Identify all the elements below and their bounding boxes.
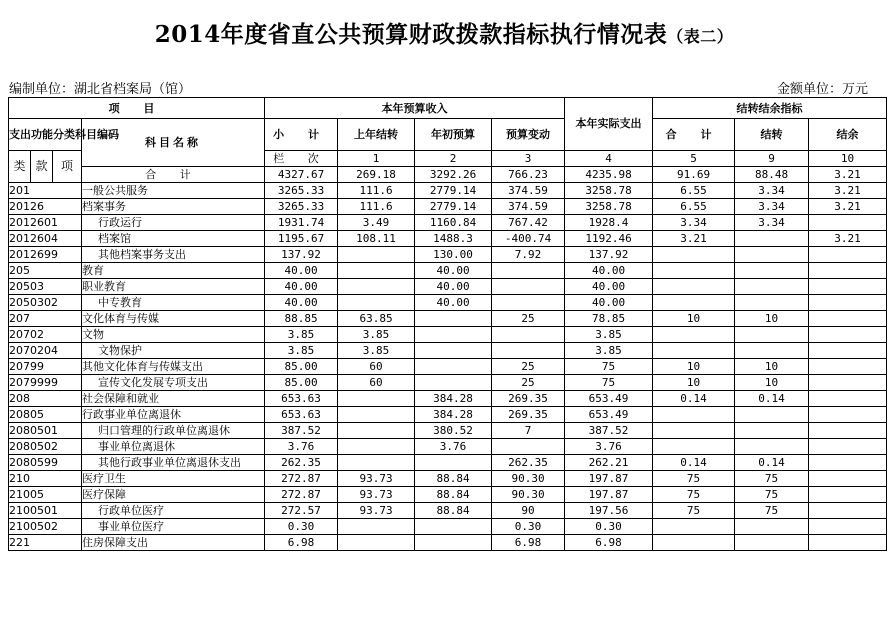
- row-value: 384.28: [415, 407, 492, 423]
- row-code: 208: [9, 391, 82, 407]
- row-value: 40.00: [265, 279, 338, 295]
- row-value: 7.92: [492, 247, 565, 263]
- row-value: 7: [492, 423, 565, 439]
- row-value: 3.49: [338, 215, 415, 231]
- row-value: 3.76: [565, 439, 653, 455]
- row-value: 653.63: [265, 391, 338, 407]
- total-value: 3.21: [809, 167, 887, 183]
- row-subject-name: 文化体育与传媒: [82, 311, 265, 327]
- row-value: [809, 519, 887, 535]
- row-value: 3.85: [265, 327, 338, 343]
- row-value: 6.55: [653, 183, 735, 199]
- row-value: 93.73: [338, 487, 415, 503]
- row-value: [415, 343, 492, 359]
- row-value: 40.00: [565, 295, 653, 311]
- row-value: 380.52: [415, 423, 492, 439]
- row-value: 0.14: [653, 391, 735, 407]
- row-value: 111.6: [338, 183, 415, 199]
- row-subject-name: 中专教育: [82, 295, 265, 311]
- row-code: 20503: [9, 279, 82, 295]
- row-subject-name: 医疗卫生: [82, 471, 265, 487]
- row-value: 3.85: [565, 327, 653, 343]
- row-value: [415, 327, 492, 343]
- row-value: [735, 327, 809, 343]
- header-actual-expenditure: 本年实际支出: [565, 98, 653, 151]
- row-value: 75: [653, 471, 735, 487]
- row-subject-name: 医疗保障: [82, 487, 265, 503]
- total-value: 766.23: [492, 167, 565, 183]
- row-value: [653, 519, 735, 535]
- row-value: [735, 535, 809, 551]
- row-value: [653, 423, 735, 439]
- row-value: 40.00: [265, 263, 338, 279]
- row-value: 6.98: [265, 535, 338, 551]
- row-value: 25: [492, 359, 565, 375]
- col-num: 5: [653, 151, 735, 167]
- row-value: [653, 279, 735, 295]
- table-row: [9, 295, 887, 311]
- col-num: 3: [492, 151, 565, 167]
- row-value: 108.11: [338, 231, 415, 247]
- table-row: [9, 439, 887, 455]
- row-value: 3.85: [338, 327, 415, 343]
- row-value: 197.87: [565, 487, 653, 503]
- row-value: 6.55: [653, 199, 735, 215]
- row-value: 3265.33: [265, 199, 338, 215]
- row-subject-name: 文物: [82, 327, 265, 343]
- col-num: 9: [735, 151, 809, 167]
- row-value: 384.28: [415, 391, 492, 407]
- row-value: 75: [735, 487, 809, 503]
- row-value: [735, 263, 809, 279]
- row-value: [338, 455, 415, 471]
- row-value: 272.87: [265, 471, 338, 487]
- total-value: 91.69: [653, 167, 735, 183]
- row-value: 374.59: [492, 183, 565, 199]
- row-code: 2050302: [9, 295, 82, 311]
- row-value: 75: [735, 503, 809, 519]
- row-code: 2100501: [9, 503, 82, 519]
- row-value: 3.21: [809, 183, 887, 199]
- header-total: 合 计: [653, 119, 735, 151]
- row-value: [492, 295, 565, 311]
- row-value: [415, 359, 492, 375]
- row-value: [809, 311, 887, 327]
- row-subject-name: 事业单位医疗: [82, 519, 265, 535]
- row-code: 2070204: [9, 343, 82, 359]
- row-value: 1192.46: [565, 231, 653, 247]
- row-value: [809, 471, 887, 487]
- row-value: 3.34: [735, 215, 809, 231]
- row-value: 10: [653, 359, 735, 375]
- row-value: 63.85: [338, 311, 415, 327]
- header-xiang: 项: [53, 151, 82, 183]
- row-value: 0.14: [653, 455, 735, 471]
- row-subject-name: 归口管理的行政单位离退休: [82, 423, 265, 439]
- row-value: [653, 407, 735, 423]
- table-row: [9, 407, 887, 423]
- row-value: 197.87: [565, 471, 653, 487]
- table-row: [9, 343, 887, 359]
- row-value: 262.21: [565, 455, 653, 471]
- row-code: 201: [9, 183, 82, 199]
- row-value: 1488.3: [415, 231, 492, 247]
- row-code: 2100502: [9, 519, 82, 535]
- header-kuan: 款: [31, 151, 53, 183]
- row-value: [735, 247, 809, 263]
- row-value: [338, 423, 415, 439]
- row-value: 78.85: [565, 311, 653, 327]
- row-value: [338, 279, 415, 295]
- row-code: 207: [9, 311, 82, 327]
- row-value: [809, 343, 887, 359]
- row-value: 387.52: [265, 423, 338, 439]
- row-subject-name: 文物保护: [82, 343, 265, 359]
- row-value: 90: [492, 503, 565, 519]
- row-subject-name: 教育: [82, 263, 265, 279]
- table-row: [9, 391, 887, 407]
- row-value: 90.30: [492, 471, 565, 487]
- col-num: 1: [338, 151, 415, 167]
- row-value: 10: [735, 359, 809, 375]
- table-row: [9, 327, 887, 343]
- row-value: 2779.14: [415, 199, 492, 215]
- row-value: 269.35: [492, 391, 565, 407]
- row-subject-name: 档案馆: [82, 231, 265, 247]
- row-subject-name: 行政事业单位离退休: [82, 407, 265, 423]
- row-code: 2012699: [9, 247, 82, 263]
- row-value: [809, 535, 887, 551]
- row-value: 269.35: [492, 407, 565, 423]
- table-row: [9, 359, 887, 375]
- row-value: [735, 407, 809, 423]
- row-code: 20799: [9, 359, 82, 375]
- table-row: [9, 375, 887, 391]
- amount-unit: 金额单位：万元: [776, 82, 868, 97]
- row-code: 2080599: [9, 455, 82, 471]
- row-value: 653.49: [565, 391, 653, 407]
- row-value: 40.00: [415, 279, 492, 295]
- row-value: 6.98: [492, 535, 565, 551]
- row-subject-name: 住房保障支出: [82, 535, 265, 551]
- row-value: 111.6: [338, 199, 415, 215]
- row-code: 205: [9, 263, 82, 279]
- row-value: [735, 231, 809, 247]
- title-main: 2014年度省直公共预算财政拨款指标执行情况表: [154, 21, 668, 48]
- row-code: 2012601: [9, 215, 82, 231]
- table-row: [9, 519, 887, 535]
- row-value: [415, 535, 492, 551]
- row-value: 0.30: [265, 519, 338, 535]
- row-value: 1928.4: [565, 215, 653, 231]
- row-value: 272.87: [265, 487, 338, 503]
- row-value: 88.84: [415, 503, 492, 519]
- row-subject-name: 其他行政事业单位离退休支出: [82, 455, 265, 471]
- table-row: [9, 199, 887, 215]
- row-value: 93.73: [338, 471, 415, 487]
- row-value: 3.34: [653, 215, 735, 231]
- row-value: 10: [653, 375, 735, 391]
- row-value: [415, 311, 492, 327]
- row-value: 40.00: [565, 263, 653, 279]
- row-value: [492, 327, 565, 343]
- row-value: 387.52: [565, 423, 653, 439]
- table-row: [9, 183, 887, 199]
- row-value: [338, 295, 415, 311]
- table-row: [9, 279, 887, 295]
- row-subject-name: 宣传文化发展专项支出: [82, 375, 265, 391]
- total-value: 3292.26: [415, 167, 492, 183]
- row-value: 0.14: [735, 455, 809, 471]
- row-value: [809, 215, 887, 231]
- row-value: 75: [565, 375, 653, 391]
- row-value: [809, 487, 887, 503]
- row-subject-name: 其他档案事务支出: [82, 247, 265, 263]
- header-subtotal: 小 计: [265, 119, 338, 151]
- row-value: [809, 407, 887, 423]
- row-value: [492, 343, 565, 359]
- row-value: 10: [653, 311, 735, 327]
- row-value: 3.21: [809, 199, 887, 215]
- row-code: 20805: [9, 407, 82, 423]
- header-subject-name: 科目名称: [82, 119, 265, 167]
- row-value: 93.73: [338, 503, 415, 519]
- row-value: 3.21: [653, 231, 735, 247]
- total-value: 4235.98: [565, 167, 653, 183]
- row-value: 60: [338, 359, 415, 375]
- total-value: 4327.67: [265, 167, 338, 183]
- row-code: 20702: [9, 327, 82, 343]
- row-value: 88.84: [415, 487, 492, 503]
- row-code: 2080501: [9, 423, 82, 439]
- row-code: 221: [9, 535, 82, 551]
- col-num: 10: [809, 151, 887, 167]
- row-value: [492, 279, 565, 295]
- row-value: 10: [735, 311, 809, 327]
- row-value: 40.00: [415, 295, 492, 311]
- row-value: [809, 391, 887, 407]
- row-subject-name: 职业教育: [82, 279, 265, 295]
- row-value: [653, 295, 735, 311]
- row-value: 3258.78: [565, 199, 653, 215]
- row-value: 653.49: [565, 407, 653, 423]
- row-value: 88.84: [415, 471, 492, 487]
- row-value: [809, 295, 887, 311]
- row-value: 2779.14: [415, 183, 492, 199]
- row-value: 85.00: [265, 359, 338, 375]
- row-subject-name: 一般公共服务: [82, 183, 265, 199]
- row-value: [492, 439, 565, 455]
- table-row: [9, 503, 887, 519]
- row-value: [735, 423, 809, 439]
- row-value: 3.34: [735, 199, 809, 215]
- row-value: 262.35: [492, 455, 565, 471]
- row-value: 25: [492, 311, 565, 327]
- row-value: [415, 519, 492, 535]
- row-value: 262.35: [265, 455, 338, 471]
- table-row: [9, 215, 887, 231]
- header-initial-budget: 年初预算: [415, 119, 492, 151]
- row-value: 25: [492, 375, 565, 391]
- row-value: [653, 343, 735, 359]
- row-value: 3.76: [265, 439, 338, 455]
- row-value: [338, 263, 415, 279]
- row-value: 75: [653, 487, 735, 503]
- row-value: [338, 407, 415, 423]
- row-value: 0.30: [492, 519, 565, 535]
- row-value: 137.92: [265, 247, 338, 263]
- row-subject-name: 事业单位离退休: [82, 439, 265, 455]
- row-value: 1160.84: [415, 215, 492, 231]
- row-value: [809, 375, 887, 391]
- row-value: [735, 295, 809, 311]
- row-value: [809, 455, 887, 471]
- row-value: [338, 391, 415, 407]
- row-value: [653, 535, 735, 551]
- row-value: 197.56: [565, 503, 653, 519]
- row-value: 3.85: [565, 343, 653, 359]
- total-value: 269.18: [338, 167, 415, 183]
- row-subject-name: 其他文化体育与传媒支出: [82, 359, 265, 375]
- row-value: 40.00: [565, 279, 653, 295]
- row-value: 3.34: [735, 183, 809, 199]
- header-budget-change: 预算变动: [492, 119, 565, 151]
- row-value: -400.74: [492, 231, 565, 247]
- row-value: [809, 439, 887, 455]
- row-code: 2012604: [9, 231, 82, 247]
- row-value: 6.98: [565, 535, 653, 551]
- table-row: [9, 311, 887, 327]
- header-func-class: 支出功能分类科目编码: [9, 119, 82, 151]
- row-value: [338, 247, 415, 263]
- row-value: [735, 519, 809, 535]
- header-carryover: 结转结余指标: [653, 98, 887, 119]
- row-value: [653, 327, 735, 343]
- row-value: 90.30: [492, 487, 565, 503]
- header-balance: 结余: [809, 119, 887, 151]
- header-budget-income: 本年预算收入: [265, 98, 565, 119]
- row-value: 3.76: [415, 439, 492, 455]
- row-value: 3265.33: [265, 183, 338, 199]
- row-value: 3258.78: [565, 183, 653, 199]
- header-carry: 结转: [735, 119, 809, 151]
- row-value: [653, 247, 735, 263]
- row-value: 3.85: [338, 343, 415, 359]
- row-value: [338, 535, 415, 551]
- row-value: 75: [735, 471, 809, 487]
- table-row: [9, 263, 887, 279]
- table-row: [9, 423, 887, 439]
- row-subject-name: 档案事务: [82, 199, 265, 215]
- row-value: 3.21: [809, 231, 887, 247]
- row-value: 374.59: [492, 199, 565, 215]
- header-item: 项 目: [9, 98, 265, 119]
- row-value: [492, 263, 565, 279]
- row-subject-name: 行政运行: [82, 215, 265, 231]
- table-row: [9, 535, 887, 551]
- row-value: [415, 375, 492, 391]
- row-value: 75: [653, 503, 735, 519]
- col-num: 2: [415, 151, 492, 167]
- table-row: [9, 231, 887, 247]
- row-value: [809, 503, 887, 519]
- header-last-year: 上年结转: [338, 119, 415, 151]
- row-value: 1195.67: [265, 231, 338, 247]
- row-value: [809, 247, 887, 263]
- row-value: 272.57: [265, 503, 338, 519]
- row-subject-name: 社会保障和就业: [82, 391, 265, 407]
- row-value: 137.92: [565, 247, 653, 263]
- row-code: 21005: [9, 487, 82, 503]
- row-value: 130.00: [415, 247, 492, 263]
- row-value: 1931.74: [265, 215, 338, 231]
- table-row: [9, 455, 887, 471]
- row-value: [338, 439, 415, 455]
- row-value: 653.63: [265, 407, 338, 423]
- row-value: 767.42: [492, 215, 565, 231]
- row-value: [338, 519, 415, 535]
- row-value: [415, 455, 492, 471]
- row-subject-name: 行政单位医疗: [82, 503, 265, 519]
- row-value: [809, 327, 887, 343]
- row-value: 0.30: [565, 519, 653, 535]
- header-lei: 类: [9, 151, 31, 183]
- row-value: [653, 263, 735, 279]
- column-index-label: 栏 次: [265, 151, 338, 167]
- row-value: 3.85: [265, 343, 338, 359]
- row-value: [809, 279, 887, 295]
- row-value: 40.00: [265, 295, 338, 311]
- total-value: 88.48: [735, 167, 809, 183]
- row-value: [735, 439, 809, 455]
- row-value: [735, 343, 809, 359]
- row-value: 40.00: [415, 263, 492, 279]
- row-value: [653, 439, 735, 455]
- row-value: 10: [735, 375, 809, 391]
- row-code: 210: [9, 471, 82, 487]
- row-value: 88.85: [265, 311, 338, 327]
- row-value: 0.14: [735, 391, 809, 407]
- table-row: [9, 487, 887, 503]
- row-value: 75: [565, 359, 653, 375]
- row-value: [809, 423, 887, 439]
- row-code: 2080502: [9, 439, 82, 455]
- title-suffix: （表二）: [667, 27, 734, 46]
- row-code: 20126: [9, 199, 82, 215]
- table-row: [9, 247, 887, 263]
- row-value: [809, 359, 887, 375]
- page-title: [0, 16, 888, 49]
- total-row-label: 合 计: [82, 167, 265, 183]
- row-value: 60: [338, 375, 415, 391]
- table-row: [9, 471, 887, 487]
- budget-table: [8, 97, 887, 551]
- row-value: 85.00: [265, 375, 338, 391]
- row-value: [735, 279, 809, 295]
- row-value: [809, 263, 887, 279]
- row-code: 2079999: [9, 375, 82, 391]
- col-num: 4: [565, 151, 653, 167]
- compiling-unit: 编制单位：湖北省档案局（馆）: [9, 82, 192, 97]
